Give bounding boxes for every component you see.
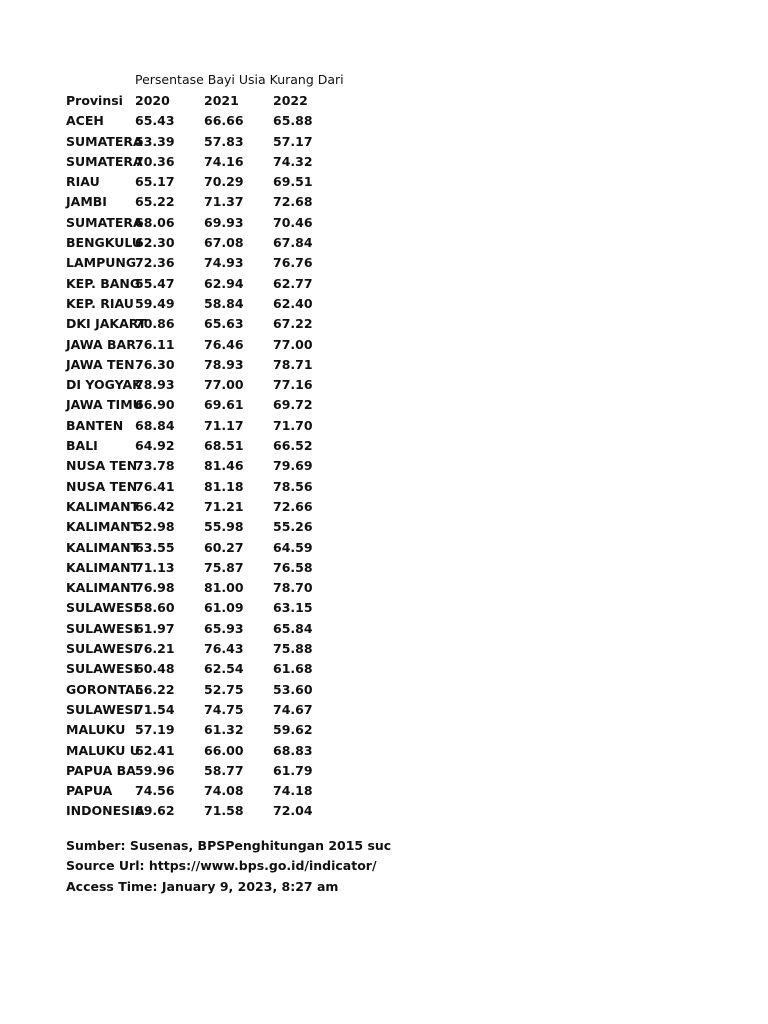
province-cell: SULAWESI xyxy=(66,620,139,636)
value-2022-cell: 78.56 xyxy=(273,478,313,494)
province-cell: ACEH xyxy=(66,113,104,129)
table-row xyxy=(66,780,356,800)
table-row xyxy=(66,496,356,516)
value-2022-cell: 70.46 xyxy=(273,214,313,230)
table-row xyxy=(66,800,356,820)
table-header-row xyxy=(66,90,356,110)
table-row xyxy=(66,151,356,171)
table-row xyxy=(66,455,356,475)
table-body xyxy=(66,110,356,820)
header-2020: 2020 xyxy=(135,93,170,108)
value-2021-cell: 74.16 xyxy=(204,153,244,169)
value-2021-cell: 58.77 xyxy=(204,762,244,778)
value-2020-cell: 76.98 xyxy=(135,580,175,596)
value-2021-cell: 62.94 xyxy=(204,275,244,291)
value-2021-cell: 74.08 xyxy=(204,783,244,799)
table-row xyxy=(66,334,356,354)
province-cell: INDONESIA xyxy=(66,803,145,819)
value-2022-cell: 76.58 xyxy=(273,559,313,575)
province-cell: SUMATERA xyxy=(66,214,143,230)
value-2021-cell: 76.46 xyxy=(204,336,244,352)
value-2022-cell: 71.70 xyxy=(273,417,313,433)
value-2020-cell: 65.22 xyxy=(135,194,175,210)
table-row xyxy=(66,252,356,272)
table-row xyxy=(66,476,356,496)
province-cell: RIAU xyxy=(66,174,100,190)
value-2021-cell: 71.58 xyxy=(204,803,244,819)
value-2022-cell: 61.79 xyxy=(273,762,313,778)
table-row xyxy=(66,577,356,597)
value-2020-cell: 68.84 xyxy=(135,417,175,433)
province-cell: JAWA BAR xyxy=(66,336,136,352)
source-url-note: Source Url: https://www.bps.go.id/indicator/ xyxy=(66,858,377,874)
value-2020-cell: 56.22 xyxy=(135,681,175,697)
value-2022-cell: 61.68 xyxy=(273,661,313,677)
value-2022-cell: 68.83 xyxy=(273,742,313,758)
province-cell: KALIMANT xyxy=(66,559,140,575)
table-row xyxy=(66,110,356,130)
value-2020-cell: 65.17 xyxy=(135,174,175,190)
value-2022-cell: 53.60 xyxy=(273,681,313,697)
value-2022-cell: 74.32 xyxy=(273,153,313,169)
value-2021-cell: 76.43 xyxy=(204,641,244,657)
value-2021-cell: 58.84 xyxy=(204,295,244,311)
province-cell: KALIMANT xyxy=(66,580,140,596)
value-2021-cell: 66.00 xyxy=(204,742,244,758)
table-title-row xyxy=(66,70,356,90)
province-cell: DKI JAKART xyxy=(66,316,147,332)
table-row xyxy=(66,273,356,293)
value-2020-cell: 76.11 xyxy=(135,336,175,352)
value-2022-cell: 69.51 xyxy=(273,174,313,190)
value-2020-cell: 66.42 xyxy=(135,498,175,514)
table-row xyxy=(66,679,356,699)
province-cell: DI YOGYAK xyxy=(66,377,142,393)
table-row xyxy=(66,557,356,577)
value-2021-cell: 81.18 xyxy=(204,478,244,494)
source-note: Sumber: Susenas, BPSPenghitungan 2015 suc xyxy=(66,838,392,853)
value-2020-cell: 74.56 xyxy=(135,783,175,799)
header-provinsi: Provinsi xyxy=(66,93,123,108)
value-2021-cell: 65.63 xyxy=(204,316,244,332)
value-2021-cell: 74.93 xyxy=(204,255,244,271)
value-2021-cell: 69.61 xyxy=(204,397,244,413)
province-cell: KEP. BANG xyxy=(66,275,141,291)
value-2020-cell: 64.92 xyxy=(135,438,175,454)
table-row xyxy=(66,232,356,252)
value-2020-cell: 62.30 xyxy=(135,235,175,251)
value-2021-cell: 52.75 xyxy=(204,681,244,697)
table-row xyxy=(66,760,356,780)
province-cell: LAMPUNG xyxy=(66,255,137,271)
province-cell: KALIMANT xyxy=(66,519,140,535)
value-2021-cell: 78.93 xyxy=(204,356,244,372)
province-cell: SULAWESI xyxy=(66,661,139,677)
table-row xyxy=(66,719,356,739)
value-2022-cell: 66.52 xyxy=(273,438,313,454)
value-2021-cell: 75.87 xyxy=(204,559,244,575)
province-cell: SULAWESI xyxy=(66,701,139,717)
table-row xyxy=(66,638,356,658)
value-2020-cell: 69.62 xyxy=(135,803,175,819)
value-2022-cell: 67.84 xyxy=(273,235,313,251)
value-2020-cell: 63.55 xyxy=(135,539,175,555)
value-2021-cell: 74.75 xyxy=(204,701,244,717)
table-row xyxy=(66,435,356,455)
province-cell: SULAWESI xyxy=(66,641,139,657)
header-2022: 2022 xyxy=(273,93,308,108)
table-row xyxy=(66,516,356,536)
table-row xyxy=(66,374,356,394)
province-cell: MALUKU xyxy=(66,722,126,738)
province-cell: PAPUA xyxy=(66,783,113,799)
value-2021-cell: 71.37 xyxy=(204,194,244,210)
province-cell: BENGKULU xyxy=(66,235,143,251)
table-row xyxy=(66,293,356,313)
province-cell: SUMATERA xyxy=(66,153,143,169)
table-row xyxy=(66,394,356,414)
value-2020-cell: 66.90 xyxy=(135,397,175,413)
value-2022-cell: 63.15 xyxy=(273,600,313,616)
value-2021-cell: 62.54 xyxy=(204,661,244,677)
value-2020-cell: 52.98 xyxy=(135,519,175,535)
table-row xyxy=(66,415,356,435)
value-2022-cell: 72.04 xyxy=(273,803,313,819)
province-cell: SULAWESI xyxy=(66,600,139,616)
value-2020-cell: 59.96 xyxy=(135,762,175,778)
value-2022-cell: 77.16 xyxy=(273,377,313,393)
value-2020-cell: 62.41 xyxy=(135,742,175,758)
value-2022-cell: 62.77 xyxy=(273,275,313,291)
value-2022-cell: 78.70 xyxy=(273,580,313,596)
value-2020-cell: 71.13 xyxy=(135,559,175,575)
value-2020-cell: 60.48 xyxy=(135,661,175,677)
value-2021-cell: 55.98 xyxy=(204,519,244,535)
value-2022-cell: 55.26 xyxy=(273,519,313,535)
value-2021-cell: 57.83 xyxy=(204,133,244,149)
province-cell: BALI xyxy=(66,438,98,454)
value-2021-cell: 69.93 xyxy=(204,214,244,230)
data-table xyxy=(66,70,356,821)
value-2022-cell: 67.22 xyxy=(273,316,313,332)
table-row xyxy=(66,597,356,617)
province-cell: JAWA TIMU xyxy=(66,397,143,413)
table-row xyxy=(66,699,356,719)
table-row xyxy=(66,740,356,760)
value-2021-cell: 81.00 xyxy=(204,580,244,596)
province-cell: KEP. RIAU xyxy=(66,295,134,311)
value-2022-cell: 75.88 xyxy=(273,641,313,657)
value-2021-cell: 81.46 xyxy=(204,458,244,474)
value-2021-cell: 67.08 xyxy=(204,235,244,251)
province-cell: PAPUA BA xyxy=(66,762,136,778)
table-row xyxy=(66,191,356,211)
value-2021-cell: 70.29 xyxy=(204,174,244,190)
province-cell: KALIMANT xyxy=(66,498,140,514)
table-row xyxy=(66,212,356,232)
value-2020-cell: 65.43 xyxy=(135,113,175,129)
access-time-note: Access Time: January 9, 2023, 8:27 am xyxy=(66,878,339,894)
value-2020-cell: 71.54 xyxy=(135,701,175,717)
value-2021-cell: 71.21 xyxy=(204,498,244,514)
province-cell: MALUKU U xyxy=(66,742,140,758)
table-row xyxy=(66,313,356,333)
value-2020-cell: 57.19 xyxy=(135,722,175,738)
value-2022-cell: 57.17 xyxy=(273,133,313,149)
value-2022-cell: 59.62 xyxy=(273,722,313,738)
value-2022-cell: 74.18 xyxy=(273,783,313,799)
province-cell: BANTEN xyxy=(66,417,124,433)
table-row xyxy=(66,537,356,557)
notes-section xyxy=(66,837,392,898)
value-2021-cell: 68.51 xyxy=(204,438,244,454)
value-2020-cell: 55.47 xyxy=(135,275,175,291)
table-title: Persentase Bayi Usia Kurang Dari xyxy=(135,72,344,87)
value-2022-cell: 79.69 xyxy=(273,458,313,474)
table-row xyxy=(66,354,356,374)
province-cell: NUSA TEN xyxy=(66,478,138,494)
value-2021-cell: 71.17 xyxy=(204,417,244,433)
value-2020-cell: 76.30 xyxy=(135,356,175,372)
province-cell: SUMATERA xyxy=(66,133,143,149)
value-2021-cell: 66.66 xyxy=(204,113,244,129)
value-2022-cell: 72.68 xyxy=(273,194,313,210)
value-2020-cell: 59.49 xyxy=(135,295,175,311)
value-2022-cell: 76.76 xyxy=(273,255,313,271)
province-cell: JAMBI xyxy=(66,194,107,210)
value-2022-cell: 62.40 xyxy=(273,295,313,311)
header-2021: 2021 xyxy=(204,93,239,108)
value-2020-cell: 70.86 xyxy=(135,316,175,332)
value-2022-cell: 65.84 xyxy=(273,620,313,636)
table-row xyxy=(66,131,356,151)
value-2022-cell: 77.00 xyxy=(273,336,313,352)
value-2021-cell: 61.32 xyxy=(204,722,244,738)
value-2020-cell: 68.06 xyxy=(135,214,175,230)
province-cell: GORONTAL xyxy=(66,681,143,697)
value-2021-cell: 61.09 xyxy=(204,600,244,616)
value-2021-cell: 77.00 xyxy=(204,377,244,393)
value-2020-cell: 72.36 xyxy=(135,255,175,271)
value-2021-cell: 60.27 xyxy=(204,539,244,555)
value-2020-cell: 76.41 xyxy=(135,478,175,494)
value-2022-cell: 72.66 xyxy=(273,498,313,514)
value-2020-cell: 78.93 xyxy=(135,377,175,393)
value-2022-cell: 74.67 xyxy=(273,701,313,717)
value-2022-cell: 64.59 xyxy=(273,539,313,555)
province-cell: KALIMANT xyxy=(66,539,140,555)
value-2022-cell: 78.71 xyxy=(273,356,313,372)
province-cell: NUSA TEN xyxy=(66,458,138,474)
value-2020-cell: 53.39 xyxy=(135,133,175,149)
table-row xyxy=(66,618,356,638)
value-2020-cell: 76.21 xyxy=(135,641,175,657)
value-2022-cell: 65.88 xyxy=(273,113,313,129)
value-2021-cell: 65.93 xyxy=(204,620,244,636)
table-row xyxy=(66,658,356,678)
value-2020-cell: 70.36 xyxy=(135,153,175,169)
value-2020-cell: 61.97 xyxy=(135,620,175,636)
value-2022-cell: 69.72 xyxy=(273,397,313,413)
value-2020-cell: 58.60 xyxy=(135,600,175,616)
table-row xyxy=(66,171,356,191)
value-2020-cell: 73.78 xyxy=(135,458,175,474)
province-cell: JAWA TEN xyxy=(66,356,135,372)
